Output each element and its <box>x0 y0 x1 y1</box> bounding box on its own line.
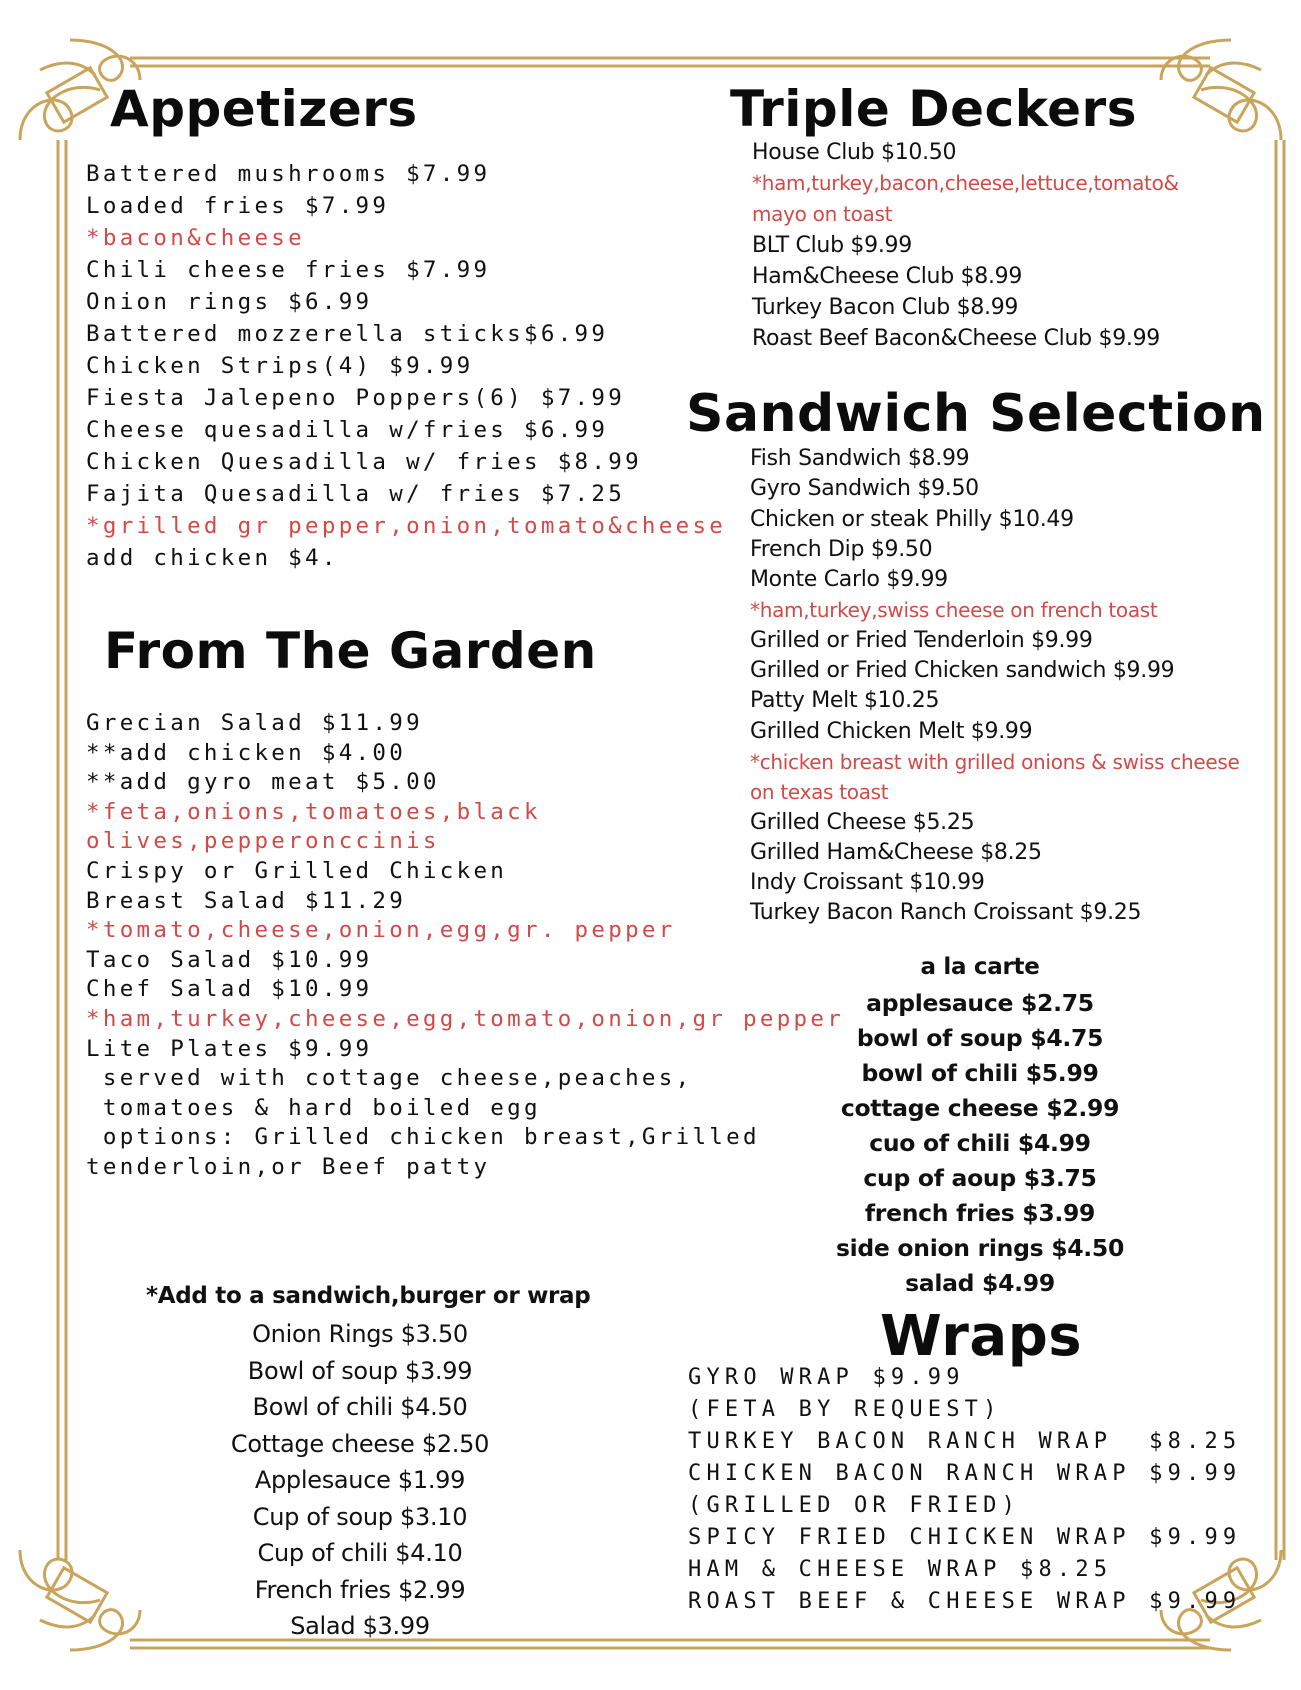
menu-item: (GRILLED OR FRIED) <box>688 1493 1021 1518</box>
menu-item: Turkey Bacon Ranch Croissant $9.25 <box>750 900 1142 926</box>
menu-item: Breast Salad $11.29 <box>86 887 407 914</box>
menu-item: Fajita Quesadilla w/ fries $7.25 <box>86 481 626 507</box>
menu-item: Chicken Quesadilla w/ fries $8.99 <box>86 449 642 475</box>
menu-item: Gyro Sandwich $9.50 <box>750 476 979 502</box>
menu-item: Chicken or steak Philly $10.49 <box>750 506 1074 532</box>
menu-item: Cottage cheese $2.50 <box>230 1429 490 1458</box>
menu-item: Grilled Ham&Cheese $8.25 <box>750 839 1042 865</box>
menu-item: Grilled or Fried Tenderloin $9.99 <box>750 627 1093 653</box>
menu-item: side onion rings $4.50 <box>835 1234 1125 1262</box>
wraps-heading: Wraps <box>880 1304 1083 1369</box>
menu-item: ROAST BEEF & CHEESE WRAP $9.99 <box>688 1589 1242 1614</box>
menu-item: House Club $10.50 <box>752 140 957 165</box>
menu-item: GYRO WRAP $9.99 <box>688 1365 965 1390</box>
menu-item: bowl of chili $5.99 <box>861 1059 1099 1087</box>
menu-item-note: *ham,turkey,cheese,egg,tomato,onion,gr pepper <box>86 1005 845 1032</box>
menu-item: SPICY FRIED CHICKEN WRAP $9.99 <box>688 1525 1242 1550</box>
menu-item: Taco Salad $10.99 <box>86 946 373 973</box>
menu-item: french fries $3.99 <box>864 1199 1096 1227</box>
menu-item-note: *chicken breast with grilled onions & swiss cheese <box>750 749 1240 774</box>
menu-item-note: *feta,onions,tomatoes,black <box>86 798 541 825</box>
appetizers-list <box>86 158 726 574</box>
menu-item: applesauce $2.75 <box>866 989 1094 1017</box>
menu-item: salad $4.99 <box>905 1269 1055 1297</box>
menu-item-note: *tomato,cheese,onion,egg,gr. pepper <box>86 917 676 944</box>
sandwich-list <box>750 444 1239 929</box>
menu-item: BLT Club $9.99 <box>752 233 912 258</box>
menu-item: Monte Carlo $9.99 <box>750 567 948 593</box>
menu-item: **add chicken $4.00 <box>86 739 407 766</box>
appetizers-heading: Appetizers <box>110 80 418 138</box>
menu-item: Chicken Strips(4) $9.99 <box>86 353 474 379</box>
menu-item: Battered mushrooms $7.99 <box>86 161 491 187</box>
menu-item-note: olives,pepperonccinis <box>86 828 440 855</box>
menu-item: Cup of soup $3.10 <box>252 1502 468 1531</box>
menu-item: Bowl of soup $3.99 <box>247 1356 473 1385</box>
menu-item: Chili cheese fries $7.99 <box>86 257 491 283</box>
menu-item: Cheese quesadilla w/fries $6.99 <box>86 417 609 443</box>
menu-item: cottage cheese $2.99 <box>840 1094 1120 1122</box>
menu-item: Fiesta Jalepeno Poppers(6) $7.99 <box>86 385 626 411</box>
alacarte-list <box>780 986 1180 1301</box>
menu-item: Grecian Salad $11.99 <box>86 710 423 736</box>
menu-item: **add gyro meat $5.00 <box>86 769 440 796</box>
menu-item: Lite Plates $9.99 <box>86 1035 373 1062</box>
menu-item: Fish Sandwich $8.99 <box>750 446 970 471</box>
menu-item: Turkey Bacon Club $8.99 <box>752 295 1019 320</box>
menu-item: Onion rings $6.99 <box>86 289 373 315</box>
menu-item: served with cottage cheese,peaches, <box>86 1065 693 1092</box>
menu-item: Crispy or Grilled Chicken <box>86 857 508 884</box>
menu-item: French Dip $9.50 <box>750 536 933 562</box>
triple-deckers-list <box>752 137 1179 354</box>
menu-item: Loaded fries $7.99 <box>86 193 390 219</box>
menu-item: Ham&Cheese Club $8.99 <box>752 264 1023 289</box>
menu-item: Battered mozzerella sticks$6.99 <box>86 321 609 347</box>
menu-item: CHICKEN BACON RANCH WRAP $9.99 <box>688 1461 1242 1486</box>
menu-item: Bowl of chili $4.50 <box>252 1393 468 1421</box>
menu-item-note: mayo on toast <box>752 202 893 226</box>
menu-item: HAM & CHEESE WRAP $8.25 <box>688 1557 1113 1582</box>
corner-ornament-bottom-left <box>20 1550 140 1650</box>
menu-item: cup of aoup $3.75 <box>863 1164 1097 1192</box>
menu-item: Roast Beef Bacon&Cheese Club $9.99 <box>752 326 1160 351</box>
menu-item: (FETA BY REQUEST) <box>688 1397 1002 1422</box>
menu-item: tomatoes & hard boiled egg <box>86 1094 541 1121</box>
menu-item: tenderloin,or Beef patty <box>86 1153 491 1180</box>
garden-list <box>86 709 844 1183</box>
menu-item: Onion Rings $3.50 <box>252 1320 468 1348</box>
addons-list <box>205 1316 515 1645</box>
menu-item: options: Grilled chicken breast,Grilled <box>86 1124 760 1151</box>
corner-ornament-top-right <box>1161 40 1281 140</box>
menu-item: add chicken $4. <box>86 545 339 571</box>
menu-item: Indy Croissant $10.99 <box>750 870 985 896</box>
menu-item-note: *ham,turkey,swiss cheese on french toast <box>750 598 1158 623</box>
menu-item: TURKEY BACON RANCH WRAP $8.25 <box>688 1429 1242 1454</box>
alacarte-heading: a la carte <box>920 954 1040 980</box>
menu-item: Grilled or Fried Chicken sandwich $9.99 <box>750 658 1175 684</box>
menu-item-note: on texas toast <box>750 780 889 805</box>
garden-heading: From The Garden <box>104 622 597 680</box>
menu-item-note: *grilled gr pepper,onion,tomato&cheese <box>86 513 727 539</box>
menu-item-note: *bacon&cheese <box>86 225 305 251</box>
menu-item-note: *ham,turkey,bacon,cheese,lettuce,tomato& <box>752 171 1179 195</box>
menu-item: Grilled Chicken Melt $9.99 <box>750 718 1033 744</box>
menu-item: Cup of chili $4.10 <box>257 1539 463 1567</box>
menu-item: Chef Salad $10.99 <box>86 976 373 1003</box>
addons-heading: *Add to a sandwich,burger or wrap <box>146 1283 591 1309</box>
menu-item: cuo of chili $4.99 <box>869 1129 1091 1157</box>
menu-item: Patty Melt $10.25 <box>750 688 940 714</box>
triple-deckers-heading: Triple Deckers <box>730 80 1137 138</box>
menu-item: bowl of soup $4.75 <box>856 1024 1104 1052</box>
menu-item: Grilled Cheese $5.25 <box>750 809 975 835</box>
menu-item: Salad $3.99 <box>290 1612 430 1640</box>
sandwich-heading: Sandwich Selection <box>686 384 1266 444</box>
wraps-list <box>688 1362 1241 1618</box>
menu-item: French fries $2.99 <box>254 1575 466 1604</box>
menu-item: Applesauce $1.99 <box>254 1466 466 1494</box>
